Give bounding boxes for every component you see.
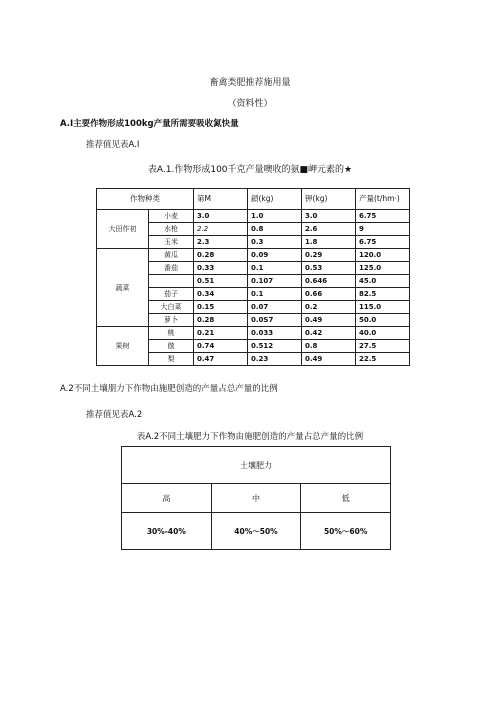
- potassium-value: 3.0: [302, 210, 356, 223]
- nitrogen-value: 2.2: [194, 223, 248, 236]
- level-high: 高: [122, 484, 212, 513]
- yield-value: 9: [356, 223, 410, 236]
- potassium-value: 0.29: [302, 249, 356, 262]
- nitrogen-value: 0.47: [194, 353, 248, 366]
- yield-value: 50.0: [356, 314, 410, 327]
- phosphorus-value: 0.033: [248, 327, 302, 340]
- value-medium: 40%〜50%: [211, 513, 301, 550]
- potassium-value: 0.2: [302, 301, 356, 314]
- header-crop-type: 作物种类: [97, 189, 194, 210]
- yield-value: 115.0: [356, 301, 410, 314]
- yield-value: 6.75: [356, 210, 410, 223]
- phosphorus-value: 0.09: [248, 249, 302, 262]
- phosphorus-value: 0.1: [248, 262, 302, 275]
- yield-value: 82.5: [356, 288, 410, 301]
- document-subtitle: （资料性）: [227, 99, 273, 109]
- nitrogen-value: 0.28: [194, 249, 248, 262]
- soil-fertility-header: 土壤肥力: [122, 447, 391, 484]
- group-label: 蔬菜: [97, 249, 149, 327]
- table-a2-header-row: [122, 447, 391, 484]
- crop-name: [149, 275, 194, 288]
- potassium-value: 2.6: [302, 223, 356, 236]
- nitrogen-value: 0.15: [194, 301, 248, 314]
- crop-name: 倣: [149, 340, 194, 353]
- potassium-value: 0.646: [302, 275, 356, 288]
- crop-name: 番茄: [149, 262, 194, 275]
- table-row: [97, 327, 410, 340]
- crop-name: 萝卜: [149, 314, 194, 327]
- level-medium: 中: [211, 484, 301, 513]
- phosphorus-value: 0.3: [248, 236, 302, 249]
- crop-name: 茄子: [149, 288, 194, 301]
- value-low: 50%〜60%: [301, 513, 391, 550]
- section-a1-heading: A.I主要作物形成100kg产量所需要吸收氮快量: [60, 119, 239, 129]
- nitrogen-value: 3.0: [194, 210, 248, 223]
- yield-value: 22.5: [356, 353, 410, 366]
- yield-value: 120.0: [356, 249, 410, 262]
- yield-value: 27.5: [356, 340, 410, 353]
- table-a1: [96, 188, 410, 366]
- document-title: 畜禽类肥推荐施用量: [209, 78, 291, 88]
- potassium-value: 0.66: [302, 288, 356, 301]
- header-nitrogen: 第M: [194, 189, 248, 210]
- level-low: 低: [301, 484, 391, 513]
- value-high: 30%-40%: [122, 513, 212, 550]
- potassium-value: 0.53: [302, 262, 356, 275]
- header-phosphorus: 鎖(kg): [248, 189, 302, 210]
- nitrogen-value: 0.21: [194, 327, 248, 340]
- group-label: 果树: [97, 327, 149, 366]
- yield-value: 45.0: [356, 275, 410, 288]
- table-a2-levels-row: [122, 484, 391, 513]
- header-potassium: 钾(kg): [302, 189, 356, 210]
- nitrogen-value: 0.51: [194, 275, 248, 288]
- phosphorus-value: 1.0: [248, 210, 302, 223]
- section-a1-reference: 推荐值见表A.I: [86, 140, 140, 150]
- phosphorus-value: 0.512: [248, 340, 302, 353]
- section-a2-reference: 推荐值见表A.2: [86, 410, 143, 420]
- potassium-value: 0.42: [302, 327, 356, 340]
- header-yield: 产量(t/hm·): [356, 189, 410, 210]
- crop-name: 水枪: [149, 223, 194, 236]
- yield-value: 40.0: [356, 327, 410, 340]
- crop-name: 小麦: [149, 210, 194, 223]
- crop-name: 大白菜: [149, 301, 194, 314]
- potassium-value: 0.8: [302, 340, 356, 353]
- phosphorus-value: 0.8: [248, 223, 302, 236]
- crop-name: 梨: [149, 353, 194, 366]
- table-a2-values-row: [122, 513, 391, 550]
- nitrogen-value: 0.34: [194, 288, 248, 301]
- crop-name: 黄瓜: [149, 249, 194, 262]
- nitrogen-value: 0.33: [194, 262, 248, 275]
- phosphorus-value: 0.1: [248, 288, 302, 301]
- group-label: 大田作初: [97, 210, 149, 249]
- section-a2-heading: A.2不同土壤朋力下作物由施肥创造的产量占总产量的比例: [60, 384, 278, 394]
- phosphorus-value: 0.07: [248, 301, 302, 314]
- table-a2: [121, 446, 391, 550]
- potassium-value: 1.8: [302, 236, 356, 249]
- crop-name: 玉米: [149, 236, 194, 249]
- phosphorus-value: 0.107: [248, 275, 302, 288]
- table-a1-caption: 表A.1.作物形成100千克产量噢收的氨■岬元素的★: [147, 165, 353, 175]
- potassium-value: 0.49: [302, 314, 356, 327]
- nitrogen-value: 0.28: [194, 314, 248, 327]
- nitrogen-value: 2.3: [194, 236, 248, 249]
- crop-name: 桃: [149, 327, 194, 340]
- phosphorus-value: 0.23: [248, 353, 302, 366]
- table-row: [97, 210, 410, 223]
- potassium-value: 0.49: [302, 353, 356, 366]
- nitrogen-value: 0.74: [194, 340, 248, 353]
- table-a2-caption: 表A.2不同土壤肥力下作物由施肥创造的产量占总产量的比例: [136, 432, 364, 442]
- yield-value: 125.0: [356, 262, 410, 275]
- phosphorus-value: 0.0S7: [248, 314, 302, 327]
- table-row: [97, 249, 410, 262]
- yield-value: 6.75: [356, 236, 410, 249]
- table-a1-header-row: [97, 189, 410, 210]
